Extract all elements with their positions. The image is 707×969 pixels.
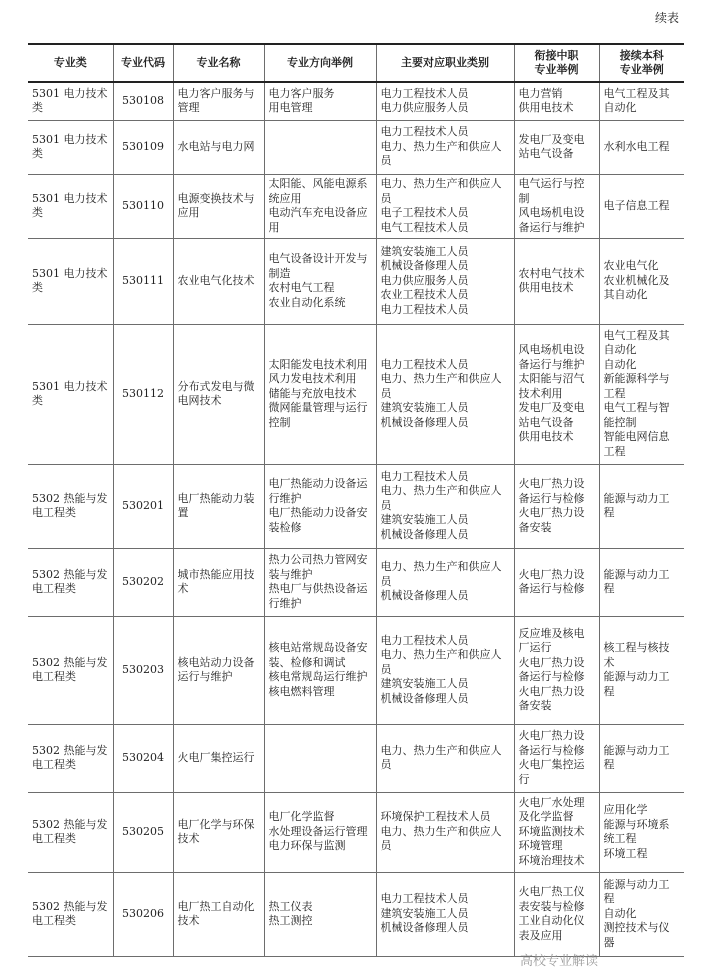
cell-secondary-line: 发电厂及变电站电气设备 xyxy=(518,132,585,160)
continued-label: 续表 xyxy=(654,11,679,25)
cell-code: 530109 xyxy=(113,120,173,174)
cell-secondary-line: 供用电技术 xyxy=(518,281,574,294)
cell-secondary xyxy=(514,82,599,120)
cell-code: 530108 xyxy=(113,82,173,120)
cell-secondary xyxy=(514,174,599,238)
cell-directions xyxy=(264,324,376,464)
cell-undergrad-line: 自动化 xyxy=(603,357,637,371)
table-row xyxy=(28,872,684,956)
cell-secondary-line: 风电场机电设备运行与维护 xyxy=(518,343,585,371)
cell-directions-line: 用电管理 xyxy=(268,101,313,115)
cell-code: 530110 xyxy=(113,174,173,238)
cell-occupations xyxy=(376,120,514,174)
cell-name: 电厂化学与环保技术 xyxy=(173,792,264,872)
cell-category: 5301 电力技术类 xyxy=(28,120,113,174)
cell-code: 530203 xyxy=(113,616,173,724)
cell-name: 电厂热能动力装置 xyxy=(173,464,264,548)
cell-undergrad-line: 核工程与核技术 xyxy=(603,641,670,669)
cell-name: 水电站与电力网 xyxy=(173,120,264,174)
cell-code: 530204 xyxy=(113,724,173,792)
cell-category: 5302 热能与发电工程类 xyxy=(28,792,113,872)
major-catalog-table xyxy=(28,43,684,957)
cell-secondary-line: 火电厂热力设备运行与检修 xyxy=(518,729,585,757)
cell-secondary-line: 风电场机电设备运行与维护 xyxy=(518,206,585,234)
table-row xyxy=(28,792,684,872)
cell-occupations-line: 电力、热力生产和供应人员 xyxy=(380,139,502,168)
cell-code: 530201 xyxy=(113,464,173,548)
header-occupations: 主要对应职业类别 xyxy=(376,44,514,82)
cell-undergrad-line: 水利水电工程 xyxy=(603,139,670,153)
cell-undergrad-line: 能源与动力工程 xyxy=(603,567,670,595)
cell-occupations xyxy=(376,82,514,120)
cell-directions-line: 热工仪表 xyxy=(268,899,313,913)
cell-undergrad-line: 能源与动力工程 xyxy=(603,877,670,906)
cell-directions-line: 电气设备设计开发与制造 xyxy=(268,252,368,280)
cell-category: 5301 电力技术类 xyxy=(28,82,113,120)
table-header-row xyxy=(28,44,684,82)
cell-undergrad-line: 农业机械化及其自动化 xyxy=(603,273,670,302)
cell-secondary-line: 太阳能与沼气技术利用 xyxy=(518,372,585,400)
cell-occupations-line: 电力、热力生产和供应人员 xyxy=(380,560,502,588)
cell-directions xyxy=(264,724,376,792)
cell-occupations-line: 电力供应服务人员 xyxy=(380,101,469,115)
cell-directions-line: 电动汽车充电设备应用 xyxy=(268,206,368,234)
header-code: 专业代码 xyxy=(113,44,173,82)
cell-category: 5301 电力技术类 xyxy=(28,174,113,238)
cell-undergrad xyxy=(599,724,684,792)
cell-secondary-line: 火电厂水处理及化学监督 xyxy=(518,795,585,824)
table-row xyxy=(28,616,684,724)
cell-directions-line: 电力环保与监测 xyxy=(268,839,346,853)
cell-name: 核电站动力设备运行与维护 xyxy=(173,616,264,724)
cell-secondary xyxy=(514,724,599,792)
cell-occupations-line: 建筑安装施工人员 xyxy=(380,244,469,258)
cell-occupations xyxy=(376,324,514,464)
cell-secondary-line: 农村电气技术 xyxy=(518,266,585,280)
cell-secondary-line: 工业自动化仪表及应用 xyxy=(518,914,585,942)
cell-directions xyxy=(264,872,376,956)
cell-occupations-line: 机械设备修理人员 xyxy=(380,415,469,429)
cell-directions-line: 电厂热能动力设备运行维护 xyxy=(268,477,368,505)
cell-name: 电厂热工自动化技术 xyxy=(173,872,264,956)
cell-occupations-line: 电力、热力生产和供应人员 xyxy=(380,484,502,512)
cell-name: 农业电气化技术 xyxy=(173,238,264,324)
cell-category: 5301 电力技术类 xyxy=(28,324,113,464)
cell-directions xyxy=(264,464,376,548)
cell-directions-line: 核电站常规岛设备安装、检修和调试 xyxy=(268,641,368,669)
cell-undergrad-line: 能源与动力工程 xyxy=(603,743,670,771)
cell-undergrad xyxy=(599,174,684,238)
cell-secondary xyxy=(514,548,599,616)
cell-occupations-line: 建筑安装施工人员 xyxy=(380,401,469,415)
table-row xyxy=(28,174,684,238)
cell-occupations-line: 建筑安装施工人员 xyxy=(380,906,469,920)
header-name: 专业名称 xyxy=(173,44,264,82)
cell-secondary-line: 火电厂热力设备安装 xyxy=(518,506,585,534)
header-category: 专业类 xyxy=(28,44,113,82)
cell-undergrad xyxy=(599,82,684,120)
cell-secondary xyxy=(514,238,599,324)
cell-category: 5302 热能与发电工程类 xyxy=(28,724,113,792)
cell-occupations-line: 电力工程技术人员 xyxy=(380,302,469,316)
cell-occupations xyxy=(376,616,514,724)
cell-occupations-line: 电力工程技术人员 xyxy=(380,86,469,100)
cell-undergrad-line: 电子信息工程 xyxy=(603,198,670,212)
cell-secondary-line: 火电厂热力设备运行与检修 xyxy=(518,567,585,595)
cell-secondary-line: 供用电技术 xyxy=(518,101,574,115)
cell-secondary xyxy=(514,792,599,872)
cell-secondary-line: 火电厂热力设备运行与检修 xyxy=(518,655,585,683)
cell-undergrad-line: 能源与环境系统工程 xyxy=(603,817,670,845)
cell-occupations-line: 电力工程技术人员 xyxy=(380,125,469,139)
cell-occupations-line: 机械设备修理人员 xyxy=(380,527,469,541)
cell-occupations xyxy=(376,464,514,548)
cell-occupations-line: 建筑安装施工人员 xyxy=(380,677,469,691)
cell-undergrad xyxy=(599,324,684,464)
table-row xyxy=(28,120,684,174)
table-row xyxy=(28,724,684,792)
cell-name: 分布式发电与微电网技术 xyxy=(173,324,264,464)
cell-directions-line: 电力客户服务 xyxy=(268,86,335,100)
cell-occupations xyxy=(376,174,514,238)
cell-undergrad-line: 农业电气化 xyxy=(603,259,659,273)
cell-directions xyxy=(264,120,376,174)
cell-secondary-line: 环境治理技术 xyxy=(518,853,585,867)
header-secondary: 衔接中职 专业举例 xyxy=(514,44,599,82)
cell-secondary-line: 电力营销 xyxy=(518,86,563,100)
cell-undergrad xyxy=(599,872,684,956)
cell-undergrad-line: 新能源科学与工程 xyxy=(603,372,670,400)
table-row xyxy=(28,238,684,324)
cell-undergrad-line: 环境工程 xyxy=(603,846,648,860)
cell-directions-line: 热力公司热力管网安装与维护 xyxy=(268,553,368,581)
cell-secondary xyxy=(514,464,599,548)
cell-name: 城市热能应用技术 xyxy=(173,548,264,616)
cell-directions-line: 电厂热能动力设备安装检修 xyxy=(268,506,368,534)
cell-occupations-line: 电力工程技术人员 xyxy=(380,469,469,483)
cell-occupations-line: 电气工程技术人员 xyxy=(380,220,469,234)
cell-secondary-line: 电气运行与控制 xyxy=(518,177,585,205)
cell-occupations-line: 建筑安装施工人员 xyxy=(380,513,469,527)
cell-directions-line: 太阳能发电技术利用 xyxy=(268,357,368,371)
cell-occupations-line: 农业工程技术人员 xyxy=(380,288,469,302)
cell-code: 530202 xyxy=(113,548,173,616)
header-directions: 专业方向举例 xyxy=(264,44,376,82)
table-row xyxy=(28,324,684,464)
table-body xyxy=(28,82,684,956)
cell-category: 5301 电力技术类 xyxy=(28,238,113,324)
cell-undergrad-line: 能源与动力工程 xyxy=(603,491,670,519)
cell-occupations xyxy=(376,724,514,792)
cell-occupations-line: 电力、热力生产和供应人员 xyxy=(380,648,502,676)
cell-name: 电源变换技术与应用 xyxy=(173,174,264,238)
cell-directions xyxy=(264,616,376,724)
cell-secondary-line: 火电厂热工仪表安装与检修 xyxy=(518,885,585,913)
cell-occupations-line: 电力工程技术人员 xyxy=(380,633,469,647)
cell-secondary-line: 环境管理 xyxy=(518,839,563,853)
cell-secondary xyxy=(514,324,599,464)
cell-secondary xyxy=(514,872,599,956)
cell-code: 530205 xyxy=(113,792,173,872)
cell-directions xyxy=(264,792,376,872)
cell-secondary-line: 供用电技术 xyxy=(518,430,574,444)
cell-undergrad xyxy=(599,792,684,872)
cell-occupations xyxy=(376,238,514,324)
cell-secondary-line: 火电厂热力设备运行与检修 xyxy=(518,477,585,505)
cell-undergrad xyxy=(599,464,684,548)
cell-directions xyxy=(264,82,376,120)
table-row xyxy=(28,548,684,616)
cell-name: 火电厂集控运行 xyxy=(173,724,264,792)
cell-category: 5302 热能与发电工程类 xyxy=(28,464,113,548)
cell-undergrad xyxy=(599,238,684,324)
cell-secondary-line: 环境监测技术 xyxy=(518,824,585,838)
cell-occupations-line: 电力工程技术人员 xyxy=(380,892,469,906)
cell-category: 5302 热能与发电工程类 xyxy=(28,548,113,616)
cell-code: 530111 xyxy=(113,238,173,324)
cell-undergrad xyxy=(599,616,684,724)
cell-directions xyxy=(264,174,376,238)
cell-secondary-line: 火电厂集控运行 xyxy=(518,758,585,786)
cell-occupations-line: 机械设备修理人员 xyxy=(380,691,469,705)
cell-undergrad-line: 电气工程与智能控制 xyxy=(603,401,670,429)
cell-occupations-line: 电力、热力生产和供应人员 xyxy=(380,824,502,853)
cell-occupations-line: 电力、热力生产和供应人员 xyxy=(380,743,502,771)
cell-directions-line: 核电燃料管理 xyxy=(268,684,335,698)
cell-undergrad xyxy=(599,548,684,616)
cell-directions-line: 热电厂与供热设备运行维护 xyxy=(268,582,368,610)
cell-undergrad xyxy=(599,120,684,174)
cell-directions-line: 太阳能、风能电源系统应用 xyxy=(268,177,368,205)
cell-category: 5302 热能与发电工程类 xyxy=(28,872,113,956)
cell-occupations-line: 电子工程技术人员 xyxy=(380,206,469,219)
cell-directions-line: 热工测控 xyxy=(268,914,313,927)
table-row xyxy=(28,82,684,120)
cell-occupations-line: 电力供应服务人员 xyxy=(380,273,469,287)
cell-directions xyxy=(264,238,376,324)
cell-occupations-line: 电力、热力生产和供应人员 xyxy=(380,372,502,400)
watermark-text: 高校专业解读 xyxy=(520,954,599,969)
cell-directions xyxy=(264,548,376,616)
cell-undergrad-line: 电气工程及其自动化 xyxy=(603,328,670,357)
cell-category: 5302 热能与发电工程类 xyxy=(28,616,113,724)
cell-name: 电力客户服务与管理 xyxy=(173,82,264,120)
header-undergrad: 接续本科 专业举例 xyxy=(599,44,684,82)
cell-occupations xyxy=(376,792,514,872)
cell-undergrad-line: 自动化 xyxy=(603,906,637,920)
cell-code: 530206 xyxy=(113,872,173,956)
cell-secondary xyxy=(514,120,599,174)
cell-occupations xyxy=(376,872,514,956)
cell-occupations-line: 机械设备修理人员 xyxy=(380,259,469,273)
cell-occupations xyxy=(376,548,514,616)
cell-undergrad-line: 应用化学 xyxy=(603,803,648,816)
cell-directions-line: 储能与充放电技术 xyxy=(268,386,357,400)
cell-undergrad-line: 能源与动力工程 xyxy=(603,670,670,698)
table-row xyxy=(28,464,684,548)
cell-code: 530112 xyxy=(113,324,173,464)
cell-secondary xyxy=(514,616,599,724)
cell-directions-line: 风力发电技术利用 xyxy=(268,372,357,386)
cell-occupations-line: 电力、热力生产和供应人员 xyxy=(380,177,502,205)
cell-undergrad-line: 测控技术与仪器 xyxy=(603,921,670,949)
cell-occupations-line: 机械设备修理人员 xyxy=(380,921,469,935)
cell-occupations-line: 电力工程技术人员 xyxy=(380,357,469,371)
cell-directions-line: 核电常规岛运行维护 xyxy=(268,670,368,683)
cell-occupations-line: 机械设备修理人员 xyxy=(380,589,469,603)
cell-directions-line: 农业自动化系统 xyxy=(268,295,346,309)
cell-occupations-line: 环境保护工程技术人员 xyxy=(380,810,491,824)
cell-secondary-line: 发电厂及变电站电气设备 xyxy=(518,401,585,429)
cell-secondary-line: 火电厂热力设备安装 xyxy=(518,684,585,712)
cell-secondary-line: 反应堆及核电厂运行 xyxy=(518,626,585,654)
cell-undergrad-line: 电气工程及其自动化 xyxy=(603,86,670,115)
cell-directions-line: 农村电气工程 xyxy=(268,281,335,294)
cell-undergrad-line: 智能电网信息工程 xyxy=(603,430,670,458)
cell-directions-line: 水处理设备运行管理 xyxy=(268,824,368,838)
cell-directions-line: 微网能量管理与运行控制 xyxy=(268,401,368,429)
cell-directions-line: 电厂化学监督 xyxy=(268,810,335,824)
